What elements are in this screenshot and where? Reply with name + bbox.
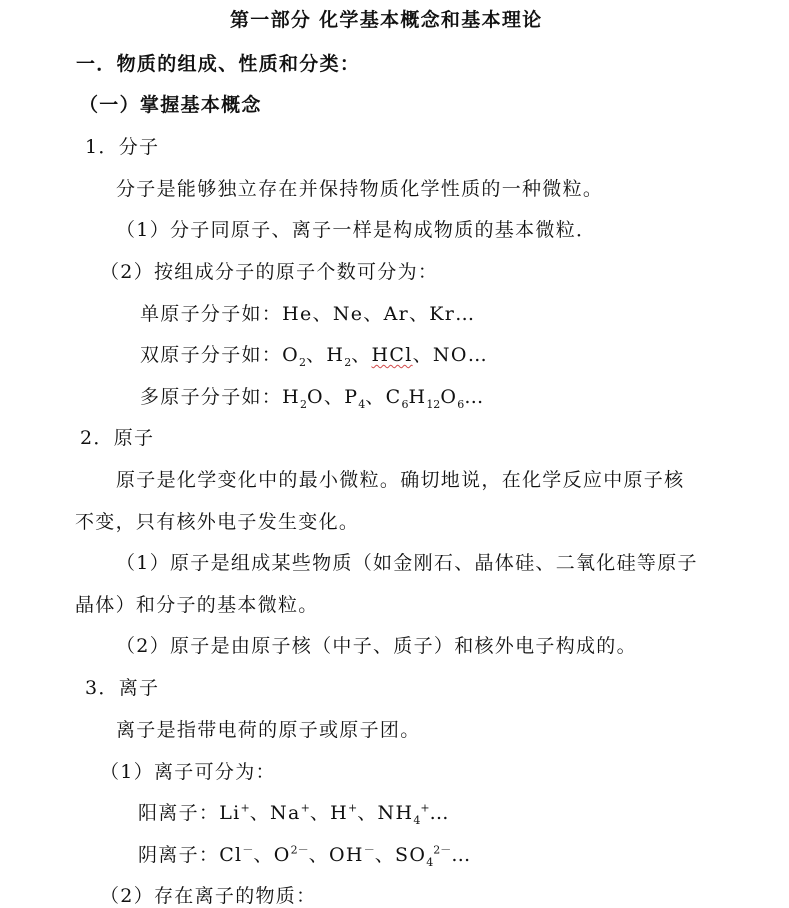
formula-o2: $O_2$: [282, 344, 306, 369]
cation-line: 阳离子：Li+、Na+、H+、$NH_4^+\dots$: [138, 801, 450, 827]
document-title: 第一部分 化学基本概念和基本理论: [230, 9, 543, 31]
ion-definition: 离子是指带电荷的原子或原子团。: [116, 719, 421, 741]
ion-heading: 3．离子: [85, 677, 160, 699]
subsection-heading-1: （一）掌握基本概念: [79, 94, 262, 116]
diatomic-label: 双原子分子如：: [140, 344, 283, 366]
atom-point-1-line-2: 晶体）和分子的基本微粒。: [75, 594, 319, 616]
atom-definition-line-2: 不变，只有核外电子发生变化。: [75, 511, 360, 533]
ion-na: Na+: [270, 801, 310, 824]
formula-h2: $H_2$: [326, 344, 352, 369]
formula-h2o: $H_2O$: [282, 386, 324, 411]
ion-oh: OH－: [328, 843, 375, 866]
cation-label: 阳离子：: [138, 802, 220, 824]
polyatomic-label: 多原子分子如：: [140, 386, 283, 408]
ion-h: H+: [330, 801, 358, 824]
ion-o2: $O^{2-}$: [273, 843, 309, 866]
atom-definition-line-1: 原子是化学变化中的最小微粒。确切地说，在化学反应中原子核: [116, 469, 685, 491]
formula-p4: $P_4$: [344, 386, 366, 411]
ion-li: Li+: [219, 801, 250, 824]
polyatomic-line: 多原子分子如：$H_2O$、$P_4$、$C_6H_{12}O_6\dots$: [140, 386, 485, 411]
ion-cl: Cl－: [219, 843, 254, 866]
atom-point-1-line-1: （1）原子是组成某些物质（如金刚石、晶体硅、二氧化硅等原子: [116, 552, 698, 574]
section-heading-1: 一．物质的组成、性质和分类：: [76, 53, 361, 75]
ion-so4: $SO_4^{2-}$: [395, 843, 452, 869]
diatomic-line: 双原子分子如：$O_2$、$H_2$、HCl、NO…: [140, 344, 489, 369]
molecule-point-2: （2）按组成分子的原子个数可分为：: [100, 261, 439, 283]
formula-no: NO…: [432, 344, 489, 366]
formula-hcl: HCl: [371, 344, 413, 366]
anion-label: 阴离子：: [138, 844, 220, 866]
molecule-definition: 分子是能够独立存在并保持物质化学性质的一种微粒。: [116, 178, 604, 200]
monoatomic-label: 单原子分子如：: [140, 303, 283, 325]
ion-point-2: （2）存在离子的物质：: [100, 885, 317, 907]
ion-point-1: （1）离子可分为：: [100, 761, 276, 783]
ion-nh4: $NH_4^+$: [377, 801, 430, 827]
formula-glucose: $C_6H_{12}O_6$: [385, 386, 465, 411]
molecule-point-1: （1）分子同原子、离子一样是构成物质的基本微粒．: [116, 219, 597, 241]
anion-line: 阴离子：Cl－、$O^{2-}$、OH－、$SO_4^{2-}\dots$: [138, 843, 472, 869]
monoatomic-line: [140, 302, 475, 326]
molecule-heading: 1．分子: [85, 136, 160, 158]
atom-heading: 2．原子: [80, 427, 155, 449]
atom-point-2: （2）原子是由原子核（中子、质子）和核外电子构成的。: [116, 635, 637, 657]
monoatomic-examples: He、Ne、Ar、Kr…: [282, 303, 476, 325]
